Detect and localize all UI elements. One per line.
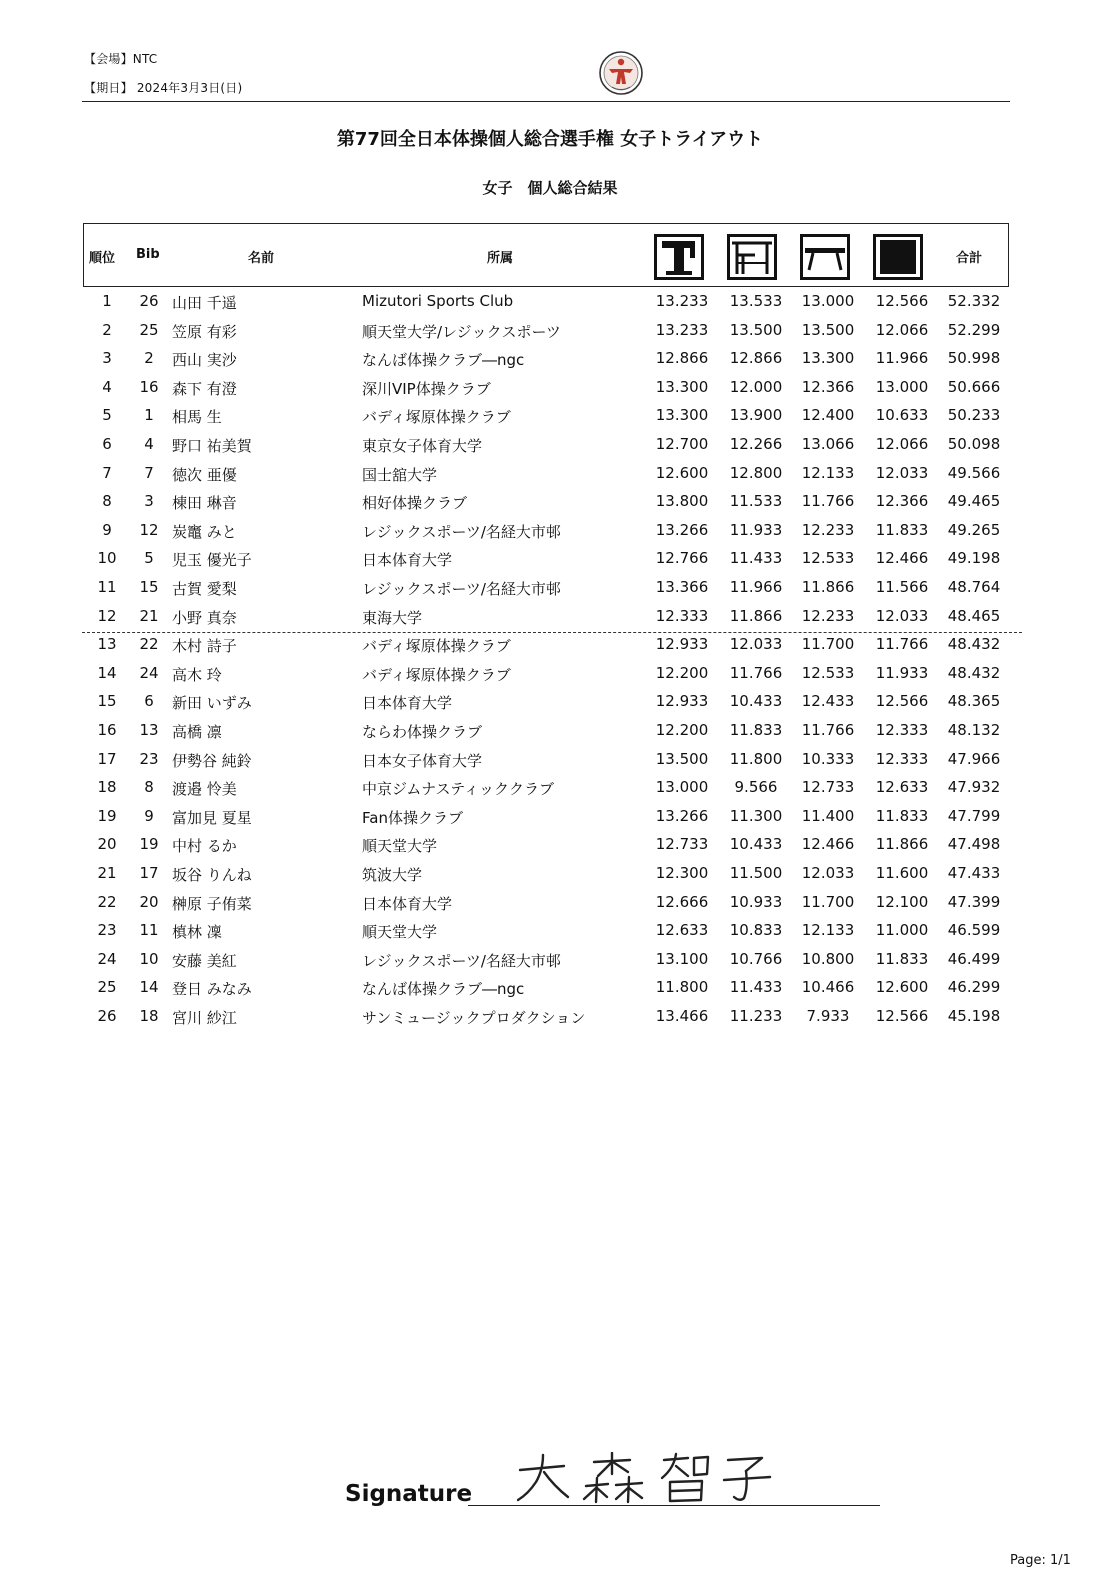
club-cell: レジックスポーツ/名経大市邨 (362, 522, 561, 541)
club-cell: 日本体育大学 (362, 551, 453, 570)
table-row (0, 660, 1110, 688)
table-row (0, 1003, 1110, 1031)
floor-score-cell: 11.566 (875, 578, 929, 596)
beam-score-cell: 13.300 (801, 349, 855, 368)
bars-score-cell: 12.800 (729, 463, 783, 482)
beam-score-cell: 10.466 (801, 978, 855, 997)
vault-score-cell: 12.933 (655, 692, 709, 711)
club-cell: バディ塚原体操クラブ (362, 408, 511, 427)
bib-cell: 23 (139, 749, 159, 768)
bib-cell: 16 (139, 377, 159, 396)
table-row (0, 345, 1110, 373)
vault-score-cell: 12.633 (655, 921, 709, 940)
vault-score-cell: 12.333 (655, 606, 709, 625)
vault-score-cell: 12.666 (655, 892, 709, 911)
floor-score-cell: 12.033 (875, 463, 929, 482)
rank-cell: 4 (102, 377, 112, 396)
venue-line: 【会場】NTC (84, 52, 158, 66)
total-score-cell: 47.932 (947, 778, 1001, 797)
vault-score-cell: 11.800 (655, 978, 709, 997)
total-score-cell: 46.599 (947, 921, 1001, 940)
total-score-cell: 50.998 (947, 349, 1001, 368)
bib-cell: 13 (139, 721, 159, 739)
floor-score-cell: 12.633 (875, 778, 929, 797)
beam-score-cell: 10.333 (801, 749, 855, 768)
name-cell: 中村 るか (172, 837, 237, 856)
beam-score-cell: 11.400 (801, 806, 855, 825)
beam-score-cell: 12.433 (801, 692, 855, 711)
beam-score-cell: 12.233 (801, 520, 855, 539)
rank-cell: 6 (102, 435, 112, 453)
table-row (0, 774, 1110, 802)
bars-score-cell: 11.800 (729, 749, 783, 768)
floor-score-cell: 13.000 (875, 377, 929, 396)
beam-score-cell: 13.500 (801, 320, 855, 339)
name-cell: 槙林 凜 (172, 923, 222, 942)
floor-score-cell: 11.866 (875, 835, 929, 854)
qualification-cutoff-line (82, 632, 1022, 633)
total-score-cell: 50.233 (947, 406, 1001, 425)
name-cell: 宮川 紗江 (172, 1009, 237, 1027)
name-column-header: 名前 (248, 251, 275, 266)
total-score-cell: 49.198 (947, 549, 1001, 568)
table-row (0, 488, 1110, 516)
total-score-cell: 48.764 (947, 578, 1001, 596)
bib-cell: 17 (139, 864, 159, 882)
bars-score-cell: 13.900 (729, 406, 783, 425)
total-score-cell: 49.566 (947, 463, 1001, 482)
name-cell: 伊勢谷 純鈴 (172, 751, 252, 770)
rank-cell: 23 (97, 921, 117, 940)
rank-cell: 13 (97, 635, 117, 654)
table-row (0, 603, 1110, 631)
results-table-header (83, 223, 1009, 287)
table-row (0, 631, 1110, 659)
bib-cell: 9 (144, 806, 154, 825)
rank-cell: 22 (97, 892, 117, 911)
floor-score-cell: 12.566 (875, 1007, 929, 1025)
rank-cell: 15 (97, 692, 117, 711)
vault-score-cell: 13.000 (655, 778, 709, 797)
bib-cell: 19 (139, 835, 159, 854)
bars-score-cell: 11.433 (729, 549, 783, 568)
total-score-cell: 50.098 (947, 435, 1001, 453)
bars-score-cell: 11.933 (729, 520, 783, 539)
bars-score-cell: 12.033 (729, 635, 783, 654)
table-row (0, 317, 1110, 345)
total-score-cell: 49.465 (947, 492, 1001, 511)
bib-cell: 6 (144, 692, 154, 711)
floor-score-cell: 12.333 (875, 749, 929, 768)
table-row (0, 831, 1110, 859)
bars-score-cell: 11.766 (729, 663, 783, 682)
signature-line (468, 1505, 880, 1506)
club-cell: 中京ジムナスティッククラブ (362, 780, 555, 799)
floor-score-cell: 12.100 (875, 892, 929, 911)
rank-cell: 21 (97, 864, 117, 882)
federation-logo-icon (598, 50, 644, 96)
bars-score-cell: 12.866 (729, 349, 783, 368)
bars-score-cell: 10.433 (729, 692, 783, 711)
uneven-bars-icon (727, 234, 777, 280)
total-score-cell: 48.432 (947, 663, 1001, 682)
floor-exercise-icon (873, 234, 923, 280)
rank-cell: 10 (97, 549, 117, 568)
total-score-cell: 48.432 (947, 635, 1001, 654)
rank-cell: 19 (97, 806, 117, 825)
bars-score-cell: 12.266 (729, 435, 783, 453)
beam-score-cell: 11.766 (801, 721, 855, 739)
vault-score-cell: 13.300 (655, 406, 709, 425)
beam-score-cell: 12.033 (801, 864, 855, 882)
name-cell: 森下 有澄 (172, 379, 237, 398)
table-row (0, 460, 1110, 488)
vault-score-cell: 12.200 (655, 663, 709, 682)
floor-score-cell: 11.833 (875, 520, 929, 539)
beam-score-cell: 12.133 (801, 921, 855, 940)
table-row (0, 746, 1110, 774)
bars-score-cell: 10.833 (729, 921, 783, 940)
bars-score-cell: 9.566 (734, 778, 778, 797)
floor-score-cell: 11.833 (875, 949, 929, 968)
beam-score-cell: 12.366 (801, 377, 855, 396)
floor-score-cell: 12.366 (875, 492, 929, 511)
floor-score-cell: 11.600 (875, 864, 929, 882)
name-cell: 山田 千遥 (172, 294, 237, 312)
club-cell: 順天堂大学/レジックスポーツ (362, 322, 561, 341)
beam-score-cell: 11.766 (801, 492, 855, 511)
bars-score-cell: 11.300 (729, 806, 783, 825)
bib-cell: 20 (139, 892, 159, 911)
rank-cell: 1 (102, 292, 112, 310)
total-score-cell: 47.498 (947, 835, 1001, 854)
bib-column-header: Bib (136, 247, 160, 262)
table-row (0, 574, 1110, 602)
name-cell: 木村 詩子 (172, 637, 237, 656)
beam-score-cell: 13.000 (801, 292, 855, 310)
rank-cell: 11 (97, 578, 117, 596)
floor-score-cell: 12.333 (875, 721, 929, 739)
vault-score-cell: 13.266 (655, 520, 709, 539)
total-score-cell: 45.198 (947, 1007, 1001, 1025)
beam-score-cell: 12.133 (801, 463, 855, 482)
bars-score-cell: 11.500 (729, 864, 783, 882)
floor-score-cell: 12.066 (875, 435, 929, 453)
bib-cell: 25 (139, 320, 159, 339)
name-cell: 笠原 有彩 (172, 322, 237, 341)
bib-cell: 4 (144, 435, 154, 453)
bib-cell: 12 (139, 520, 159, 539)
rank-cell: 3 (102, 349, 112, 368)
club-cell: 順天堂大学 (362, 923, 438, 942)
beam-score-cell: 11.700 (801, 892, 855, 911)
vault-score-cell: 12.866 (655, 349, 709, 368)
club-cell: 相好体操クラブ (362, 494, 468, 513)
bib-cell: 1 (144, 406, 154, 425)
vault-score-cell: 13.800 (655, 492, 709, 511)
bib-cell: 15 (139, 578, 159, 596)
bib-cell: 11 (139, 921, 159, 940)
beam-score-cell: 12.733 (801, 778, 855, 797)
total-score-cell: 47.966 (947, 749, 1001, 768)
table-row (0, 431, 1110, 459)
vault-score-cell: 12.200 (655, 721, 709, 739)
club-cell: 国士舘大学 (362, 465, 438, 484)
bars-score-cell: 11.866 (729, 606, 783, 625)
vault-icon (654, 234, 704, 280)
total-score-cell: 47.433 (947, 864, 1001, 882)
floor-score-cell: 11.766 (875, 635, 929, 654)
floor-score-cell: 12.066 (875, 320, 929, 339)
club-cell: Mizutori Sports Club (362, 292, 514, 310)
beam-score-cell: 12.400 (801, 406, 855, 425)
rank-cell: 9 (102, 520, 112, 539)
table-row (0, 803, 1110, 831)
beam-score-cell: 11.700 (801, 635, 855, 654)
beam-score-cell: 12.466 (801, 835, 855, 854)
floor-score-cell: 12.566 (875, 692, 929, 711)
table-row (0, 917, 1110, 945)
club-column-header: 所属 (487, 251, 514, 266)
floor-score-cell: 12.033 (875, 606, 929, 625)
name-cell: 渡邉 怜美 (172, 780, 237, 799)
floor-score-cell: 11.966 (875, 349, 929, 368)
total-score-cell: 48.365 (947, 692, 1001, 711)
beam-score-cell: 10.800 (801, 949, 855, 968)
total-score-cell: 49.265 (947, 520, 1001, 539)
name-cell: 棟田 琳音 (172, 494, 237, 513)
total-column-header: 合計 (956, 251, 983, 266)
vault-score-cell: 13.300 (655, 377, 709, 396)
vault-score-cell: 13.233 (655, 292, 709, 310)
table-row (0, 545, 1110, 573)
header-rule (82, 101, 1010, 102)
bars-score-cell: 10.766 (729, 949, 783, 968)
vault-score-cell: 12.600 (655, 463, 709, 482)
bib-cell: 24 (139, 663, 159, 682)
club-cell: 深川VIP体操クラブ (362, 379, 491, 398)
beam-score-cell: 12.533 (801, 549, 855, 568)
total-score-cell: 46.299 (947, 978, 1001, 997)
floor-score-cell: 12.566 (875, 292, 929, 310)
table-row (0, 374, 1110, 402)
vault-score-cell: 13.266 (655, 806, 709, 825)
balance-beam-icon (800, 234, 850, 280)
club-cell: 日本体育大学 (362, 894, 453, 913)
rank-cell: 18 (97, 778, 117, 797)
club-cell: レジックスポーツ/名経大市邨 (362, 951, 561, 970)
table-row (0, 860, 1110, 888)
table-row (0, 688, 1110, 716)
handwritten-signature (512, 1452, 782, 1504)
rank-cell: 14 (97, 663, 117, 682)
bars-score-cell: 13.500 (729, 320, 783, 339)
rank-cell: 25 (97, 978, 117, 997)
table-row (0, 946, 1110, 974)
name-cell: 榊原 子侑菜 (172, 894, 252, 913)
total-score-cell: 47.399 (947, 892, 1001, 911)
rank-cell: 2 (102, 320, 112, 339)
bars-score-cell: 11.433 (729, 978, 783, 997)
bib-cell: 22 (139, 635, 159, 654)
bib-cell: 10 (139, 949, 159, 968)
beam-score-cell: 12.533 (801, 663, 855, 682)
page-subtitle: 女子 個人総合結果 (482, 179, 618, 197)
club-cell: バディ塚原体操クラブ (362, 637, 511, 656)
club-cell: 東京女子体育大学 (362, 437, 483, 455)
club-cell: サンミュージックプロダクション (362, 1009, 586, 1027)
date-line: 【期日】 2024年3月3日(日) (84, 81, 243, 95)
name-cell: 高橋 凛 (172, 723, 222, 741)
bars-score-cell: 13.533 (729, 292, 783, 310)
total-score-cell: 52.299 (947, 320, 1001, 339)
club-cell: ならわ体操クラブ (362, 723, 483, 741)
bars-score-cell: 10.933 (729, 892, 783, 911)
beam-score-cell: 11.866 (801, 578, 855, 596)
total-score-cell: 50.666 (947, 377, 1001, 396)
club-cell: Fan体操クラブ (362, 808, 463, 827)
bib-cell: 3 (144, 492, 154, 511)
rank-column-header: 順位 (89, 251, 116, 266)
club-cell: バディ塚原体操クラブ (362, 665, 511, 684)
bib-cell: 14 (139, 978, 159, 997)
club-cell: 筑波大学 (362, 866, 423, 884)
club-cell: レジックスポーツ/名経大市邨 (362, 580, 561, 598)
vault-score-cell: 13.366 (655, 578, 709, 596)
table-row (0, 517, 1110, 545)
bars-score-cell: 11.233 (729, 1007, 783, 1025)
floor-score-cell: 11.000 (875, 921, 929, 940)
bib-cell: 8 (144, 778, 154, 797)
floor-score-cell: 10.633 (875, 406, 929, 425)
floor-score-cell: 12.466 (875, 549, 929, 568)
floor-score-cell: 11.933 (875, 663, 929, 682)
bib-cell: 2 (144, 349, 154, 368)
name-cell: 相馬 生 (172, 408, 222, 427)
beam-score-cell: 7.933 (806, 1007, 850, 1025)
table-row (0, 889, 1110, 917)
bib-cell: 7 (144, 463, 154, 482)
name-cell: 小野 真奈 (172, 608, 237, 627)
vault-score-cell: 12.733 (655, 835, 709, 854)
table-row (0, 288, 1110, 316)
name-cell: 安藤 美紅 (172, 951, 237, 970)
rank-cell: 8 (102, 492, 112, 511)
rank-cell: 5 (102, 406, 112, 425)
page-title: 第77回全日本体操個人総合選手権 女子トライアウト (336, 129, 764, 150)
table-row (0, 717, 1110, 745)
rank-cell: 20 (97, 835, 117, 854)
floor-score-cell: 12.600 (875, 978, 929, 997)
club-cell: 日本女子体育大学 (362, 751, 483, 770)
club-cell: 日本体育大学 (362, 694, 453, 713)
table-row (0, 974, 1110, 1002)
name-cell: 児玉 優光子 (172, 551, 252, 570)
name-cell: 西山 実沙 (172, 351, 237, 370)
rank-cell: 24 (97, 949, 117, 968)
bib-cell: 5 (144, 549, 154, 568)
vault-score-cell: 13.466 (655, 1007, 709, 1025)
total-score-cell: 46.499 (947, 949, 1001, 968)
total-score-cell: 47.799 (947, 806, 1001, 825)
rank-cell: 26 (97, 1007, 117, 1025)
bars-score-cell: 12.000 (729, 377, 783, 396)
floor-score-cell: 11.833 (875, 806, 929, 825)
bars-score-cell: 11.833 (729, 721, 783, 739)
rank-cell: 17 (97, 749, 117, 768)
bars-score-cell: 11.966 (729, 578, 783, 596)
vault-score-cell: 13.500 (655, 749, 709, 768)
vault-score-cell: 12.766 (655, 549, 709, 568)
vault-score-cell: 12.700 (655, 435, 709, 453)
name-cell: 坂谷 りんね (172, 866, 252, 884)
beam-score-cell: 12.233 (801, 606, 855, 625)
vault-score-cell: 12.933 (655, 635, 709, 654)
name-cell: 古賀 愛梨 (172, 580, 237, 598)
club-cell: 順天堂大学 (362, 837, 438, 856)
page-number: Page: 1/1 (1010, 1553, 1071, 1568)
vault-score-cell: 12.300 (655, 864, 709, 882)
name-cell: 炭竈 みと (172, 522, 237, 541)
beam-score-cell: 13.066 (801, 435, 855, 453)
bib-cell: 26 (139, 292, 159, 310)
bars-score-cell: 11.533 (729, 492, 783, 511)
table-row (0, 402, 1110, 430)
total-score-cell: 52.332 (947, 292, 1001, 310)
name-cell: 登日 みなみ (172, 980, 252, 999)
rank-cell: 7 (102, 463, 112, 482)
bars-score-cell: 10.433 (729, 835, 783, 854)
club-cell: なんば体操クラブ―ngc (362, 980, 525, 999)
name-cell: 新田 いずみ (172, 694, 252, 713)
rank-cell: 16 (97, 721, 117, 739)
vault-score-cell: 13.233 (655, 320, 709, 339)
name-cell: 富加見 夏星 (172, 808, 252, 827)
total-score-cell: 48.465 (947, 606, 1001, 625)
bib-cell: 21 (139, 606, 159, 625)
name-cell: 高木 玲 (172, 665, 222, 684)
name-cell: 野口 祐美賀 (172, 437, 252, 455)
vault-score-cell: 13.100 (655, 949, 709, 968)
bib-cell: 18 (139, 1007, 159, 1025)
club-cell: なんば体操クラブ―ngc (362, 351, 525, 370)
club-cell: 東海大学 (362, 608, 423, 627)
signature-label: Signature (345, 1481, 473, 1507)
rank-cell: 12 (97, 606, 117, 625)
total-score-cell: 48.132 (947, 721, 1001, 739)
name-cell: 徳次 亜優 (172, 465, 237, 484)
